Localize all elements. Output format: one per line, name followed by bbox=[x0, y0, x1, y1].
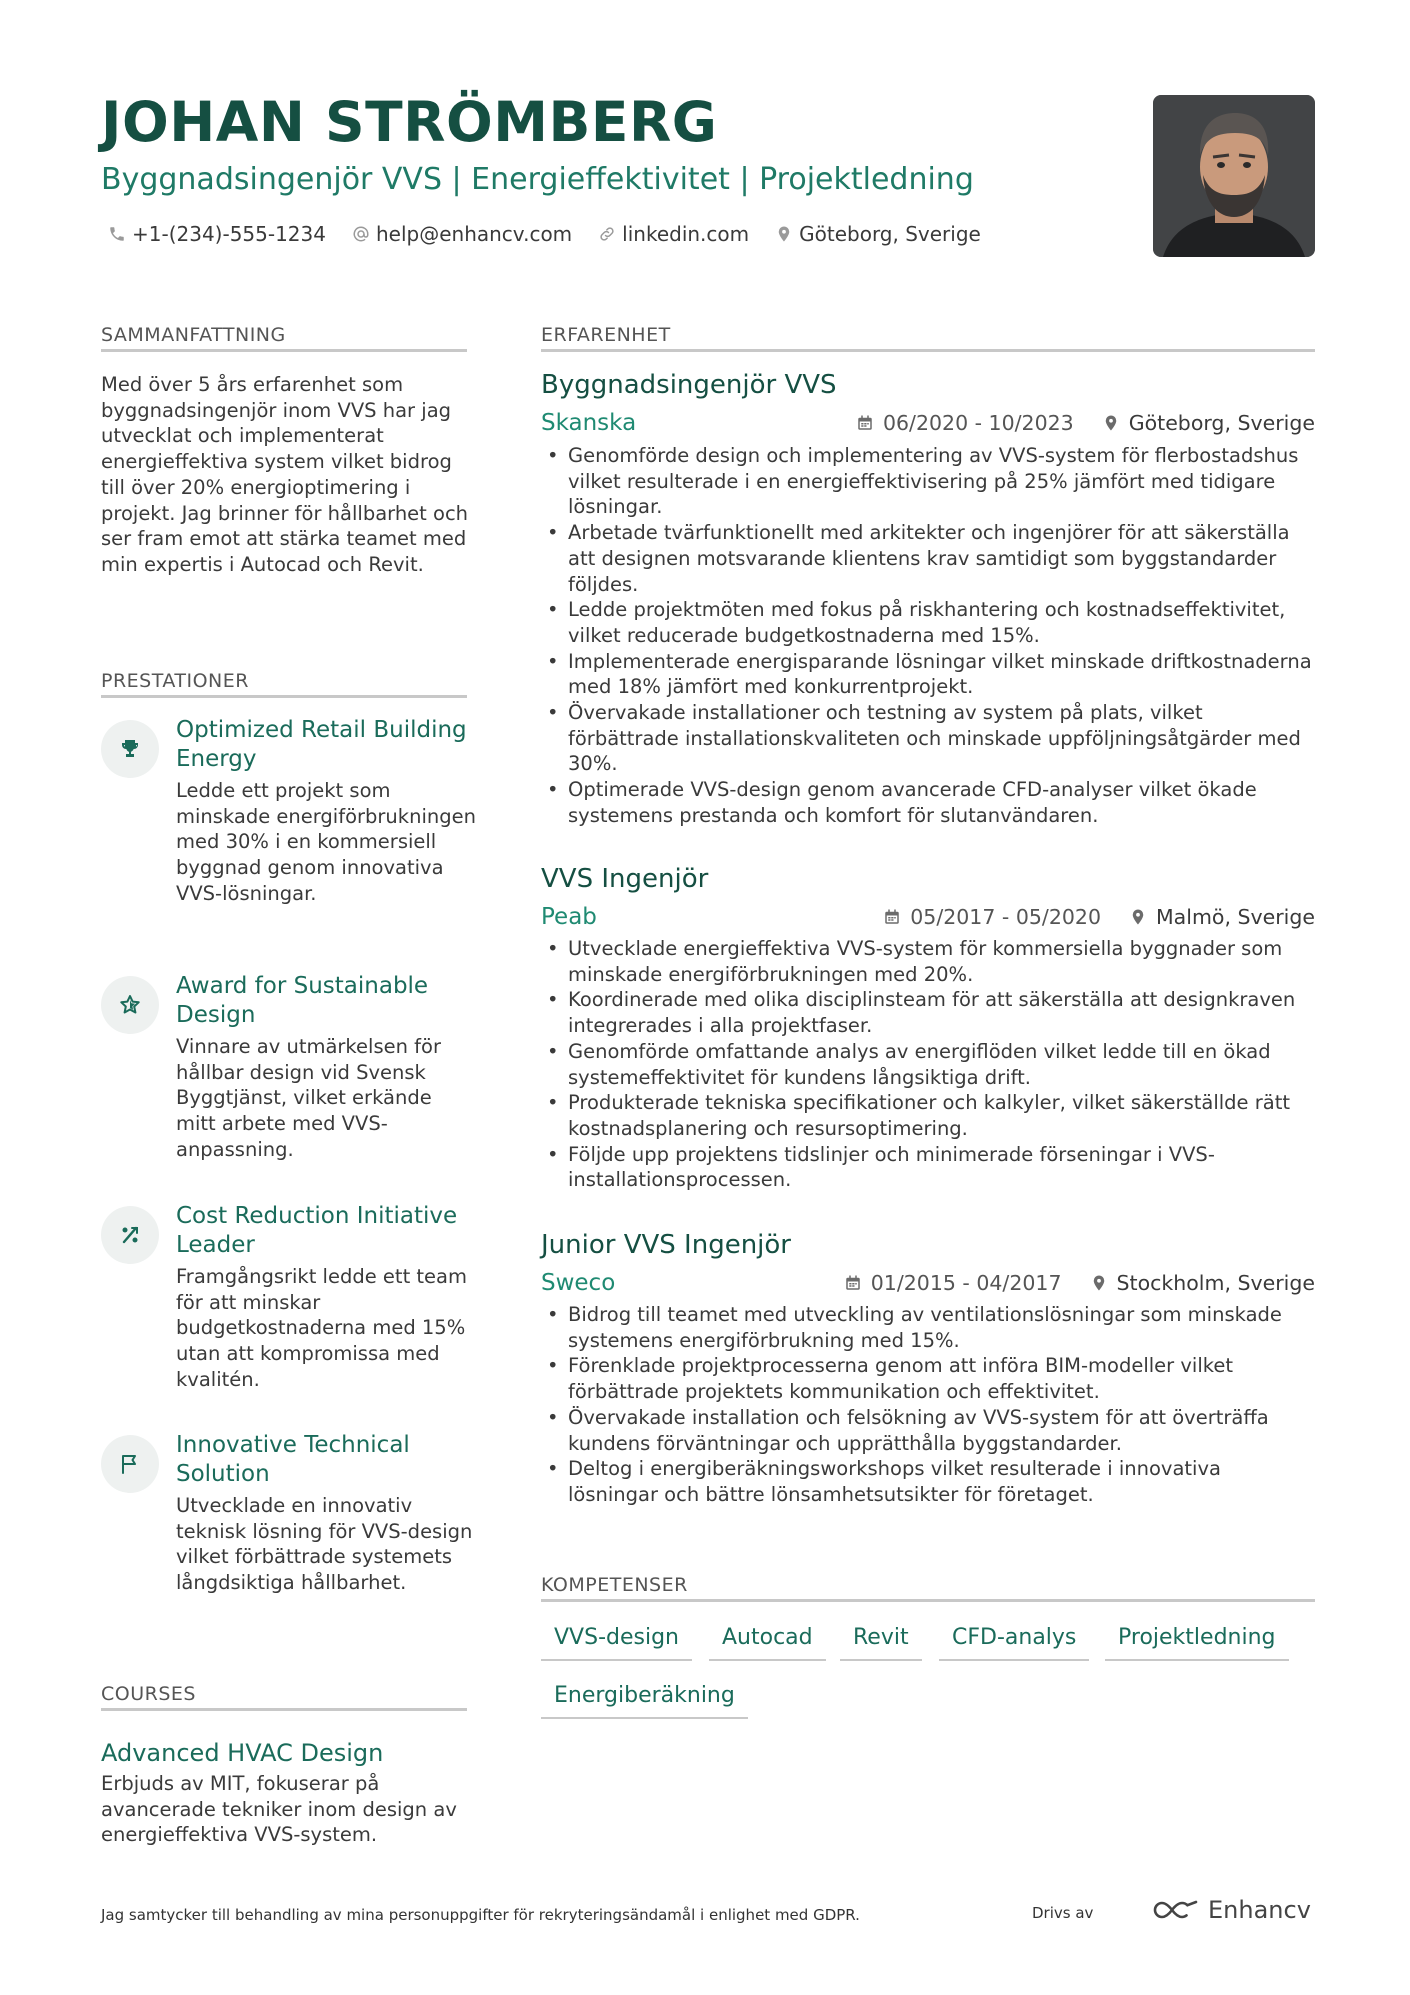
job-location bbox=[1090, 1268, 1315, 1298]
job-title: Byggnadsingenjör VVS bbox=[541, 370, 837, 400]
experience-heading: ERFARENHET bbox=[541, 324, 671, 346]
job-bullet: • Övervakade installation och felsökning av VVS-system för att överträffa kundens förväntningar och upprätthålla byggstandarder. bbox=[545, 1405, 1315, 1456]
skill-tag: Energiberäkning bbox=[541, 1681, 748, 1719]
job-company: Peab bbox=[541, 904, 597, 930]
map-pin-icon bbox=[775, 225, 793, 243]
job-bullet: • Genomförde design och implementering av VVS-system för flerbostadshus vilket resulterade i en energieffektivisering på 25% jämfört med tidigare lösningar. bbox=[545, 443, 1315, 520]
contact-bar bbox=[108, 219, 981, 249]
link-icon bbox=[598, 225, 616, 243]
powered-by-label: Drivs av bbox=[1032, 1904, 1094, 1922]
job-title: VVS Ingenjör bbox=[541, 864, 709, 894]
job-bullets bbox=[545, 1302, 1315, 1508]
phone-icon bbox=[108, 225, 126, 243]
course-title: Advanced HVAC Design bbox=[101, 1739, 384, 1767]
profile-photo bbox=[1153, 95, 1315, 257]
enhancv-logo[interactable] bbox=[1152, 1895, 1311, 1925]
job-bullet: • Arbetade tvärfunktionellt med arkitekter och ingenjörer för att säkerställa att designen motsvarande klientens krav samtidigt som byggstandarder följdes. bbox=[545, 520, 1315, 597]
achievement-desc: Utvecklade en innovativ teknisk lösning för VVS-design vilket förbättrade systemets långdsiktiga hållbarhet. bbox=[176, 1494, 473, 1595]
achievement-title: Award for Sustainable Design bbox=[176, 973, 429, 1028]
experience-divider bbox=[541, 349, 1315, 352]
map-pin-icon bbox=[1102, 414, 1120, 432]
portrait-image bbox=[1153, 95, 1315, 257]
job-location-text: Stockholm, Sverige bbox=[1116, 1271, 1315, 1295]
map-pin-icon bbox=[1129, 908, 1147, 926]
summary-text: Med över 5 års erfarenhet som byggnadsingenjör inom VVS har jag utvecklat och implementerat energieffektiva system vilket bidrog till över 20% energioptimering i projekt. Jag brinner för hållbarhet och ser fram emot att stärka teamet med min expertis i Autocad och Revit. bbox=[101, 373, 469, 576]
job-meta bbox=[883, 902, 1315, 932]
job-bullet: • Optimerade VVS-design genom avancerade CFD-analyser vilket ökade systemens prestanda och komfort för slutanvändaren. bbox=[545, 777, 1315, 828]
achievement-desc: Framgångsrikt ledde ett team för att minskar budgetkostnaderna med 15% utan att kompromissa med kvalitén. bbox=[176, 1265, 467, 1391]
calendar-icon bbox=[856, 414, 874, 432]
contact-location bbox=[775, 219, 981, 249]
job-location bbox=[1129, 902, 1315, 932]
job-bullet: • Förenklade projektprocesserna genom att införa BIM-modeller vilket förbättrade projektets kommunikation och effektivitet. bbox=[545, 1353, 1315, 1404]
job-company: Skanska bbox=[541, 410, 637, 436]
enhancv-logo-icon bbox=[1152, 1898, 1198, 1922]
courses-heading: COURSES bbox=[101, 1683, 196, 1705]
skills-divider bbox=[541, 1599, 1315, 1602]
candidate-subtitle: Byggnadsingenjör VVS | Energieffektivitet | Projektledning bbox=[101, 162, 974, 197]
skill-tag: Autocad bbox=[709, 1623, 826, 1661]
job-bullet: • Ledde projektmöten med fokus på riskhantering och kostnadseffektivitet, vilket reducerade budgetkostnaderna med 15%. bbox=[545, 597, 1315, 648]
linkedin-text: linkedin.com bbox=[622, 222, 750, 246]
job-meta bbox=[844, 1268, 1315, 1298]
job-bullet: • Bidrog till teamet med utveckling av ventilationslösningar som minskade systemens energiförbrukning med 15%. bbox=[545, 1302, 1315, 1353]
summary-heading: SAMMANFATTNING bbox=[101, 324, 286, 346]
job-dates-text: 05/2017 - 05/2020 bbox=[910, 905, 1101, 929]
job-location bbox=[1102, 408, 1315, 438]
achievements-heading: PRESTATIONER bbox=[101, 670, 249, 692]
course-desc: Erbjuds av MIT, fokuserar på avancerade tekniker inom design av energieffektiva VVS-system. bbox=[101, 1772, 457, 1847]
achievement-title: Innovative Technical Solution bbox=[176, 1432, 410, 1487]
job-company: Sweco bbox=[541, 1270, 616, 1296]
contact-linkedin[interactable] bbox=[598, 219, 749, 249]
job-dates bbox=[844, 1268, 1062, 1298]
map-pin-icon bbox=[1090, 1274, 1108, 1292]
job-bullet: • Koordinerade med olika disciplinsteam för att säkerställa att designkraven integrerades i alla projektfaser. bbox=[545, 987, 1315, 1038]
skill-tag: Projektledning bbox=[1105, 1623, 1289, 1661]
job-bullet: • Implementerade energisparande lösningar vilket minskade driftkostnaderna med 18% jämfört med konkurrentprojekt. bbox=[545, 649, 1315, 700]
job-bullet: • Följde upp projektens tidslinjer och minimerade förseningar i VVS-installationsprocessen. bbox=[545, 1142, 1315, 1193]
achievements-divider bbox=[101, 695, 467, 698]
job-bullets bbox=[545, 443, 1315, 829]
flag-icon bbox=[101, 1435, 159, 1493]
job-meta bbox=[856, 408, 1315, 438]
job-title: Junior VVS Ingenjör bbox=[541, 1230, 791, 1260]
job-dates bbox=[856, 408, 1074, 438]
calendar-icon bbox=[883, 908, 901, 926]
job-dates bbox=[883, 902, 1101, 932]
job-bullet: • Genomförde omfattande analys av energiflöden vilket ledde till en ökad systemeffektivitet för kundens långsiktiga drift. bbox=[545, 1039, 1315, 1090]
achievement-desc: Vinnare av utmärkelsen för hållbar design vid Svensk Byggtjänst, vilket erkände mitt arbete med VVS-anpassning. bbox=[176, 1035, 441, 1161]
candidate-name: JOHAN STRÖMBERG bbox=[101, 90, 718, 154]
achievement-title: Cost Reduction Initiative Leader bbox=[176, 1203, 458, 1258]
gdpr-consent: Jag samtycker till behandling av mina personuppgifter för rekryteringsändamål i enlighet med GDPR. bbox=[101, 1906, 860, 1924]
job-dates-text: 01/2015 - 04/2017 bbox=[870, 1271, 1062, 1295]
skill-tag: VVS-design bbox=[541, 1623, 692, 1661]
percent-icon bbox=[101, 1206, 159, 1264]
skill-tag: Revit bbox=[840, 1623, 922, 1661]
contact-phone[interactable] bbox=[108, 219, 326, 249]
job-bullet: • Deltog i energiberäkningsworkshops vilket resulterade i innovativa lösningar och bättre lönsamhetsutsikter för företaget. bbox=[545, 1456, 1315, 1507]
location-text: Göteborg, Sverige bbox=[799, 222, 981, 246]
trophy-icon bbox=[101, 720, 159, 778]
achievement-title: Optimized Retail Building Energy bbox=[176, 717, 467, 772]
job-dates-text: 06/2020 - 10/2023 bbox=[882, 411, 1074, 435]
skill-tag: CFD-analys bbox=[939, 1623, 1089, 1661]
skills-heading: KOMPETENSER bbox=[541, 1574, 688, 1596]
phone-text: +1-(234)-555-1234 bbox=[132, 222, 326, 246]
job-bullet: • Utvecklade energieffektiva VVS-system för kommersiella byggnader som minskade energiförbrukningen med 20%. bbox=[545, 936, 1315, 987]
courses-divider bbox=[101, 1708, 467, 1711]
job-bullet: • Övervakade installationer och testning av system på plats, vilket förbättrade installationskvaliteten och minskade uppföljningsåtgärder med 30%. bbox=[545, 700, 1315, 777]
enhancv-wordmark: Enhancv bbox=[1208, 1896, 1311, 1924]
calendar-icon bbox=[844, 1274, 862, 1292]
job-bullet: • Produkterade tekniska specifikationer och kalkyler, vilket säkerställde rätt kostnadsplanering och resursoptimering. bbox=[545, 1090, 1315, 1141]
job-location-text: Göteborg, Sverige bbox=[1128, 411, 1315, 435]
email-text: help@enhancv.com bbox=[375, 222, 573, 246]
job-bullets bbox=[545, 936, 1315, 1193]
achievement-desc: Ledde ett projekt som minskade energiförbrukningen med 30% i en kommersiell byggnad genom innovativa VVS-lösningar. bbox=[176, 779, 476, 905]
at-icon bbox=[352, 225, 370, 243]
summary-divider bbox=[101, 349, 467, 352]
job-location-text: Malmö, Sverige bbox=[1156, 905, 1315, 929]
star-icon bbox=[101, 976, 159, 1034]
contact-email[interactable] bbox=[352, 219, 572, 249]
